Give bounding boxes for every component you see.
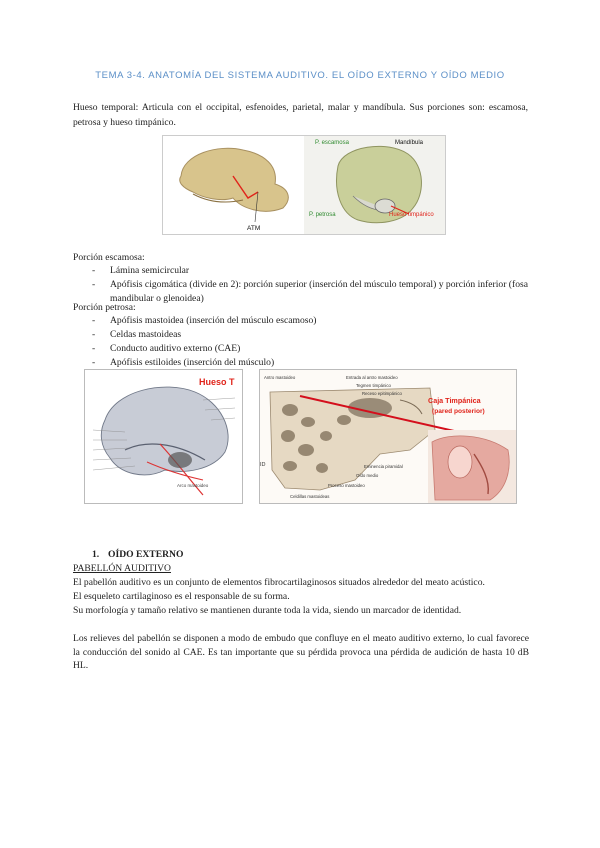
hueso-temporal-illustration: [84, 369, 243, 504]
caja-timpanica-illustration: [259, 369, 517, 504]
petrosa-label: P. petrosa: [309, 212, 336, 218]
escamosa-list: [92, 264, 528, 306]
list-item: - Apófisis estiloides (inserción del músculo): [92, 356, 528, 370]
paragraph: El esqueleto cartilaginoso es el responsable de su forma.: [73, 591, 290, 602]
list-item: - Apófisis mastoidea (inserción del músculo escamoso): [92, 314, 528, 328]
section-title: OÍDO EXTERNO: [108, 549, 184, 560]
page-title: TEMA 3-4. ANATOMÍA DEL SISTEMA AUDITIVO. EL OÍDO EXTERNO Y OÍDO MEDIO: [95, 70, 505, 81]
temporal-bone-figure: [162, 135, 446, 235]
celdillas-label: Celdillas mastoideas: [290, 494, 330, 499]
list-item: - Conducto auditivo externo (CAE): [92, 342, 528, 356]
section-number: 1.: [92, 549, 100, 560]
eminencia-label: Eminencia piramidal: [364, 464, 403, 469]
receso-label: Receso epitimpánico: [362, 391, 402, 396]
section-subtitle: PABELLÓN AUDITIVO: [73, 563, 171, 574]
escamosa-heading: Porción escamosa:: [73, 252, 145, 263]
list-item: - Apófisis cigomática (divide en 2): porción superior (inserción del músculo temporal) y porción inferior (fosa mandibular o glenoidea): [92, 278, 528, 306]
mandibula-label: Mandíbula: [395, 140, 424, 146]
petrosa-heading: Porción petrosa:: [73, 302, 136, 313]
tegmen-label: Tegmen timpánico: [356, 383, 391, 388]
arco-mastoideo-label: Arco mastoideo: [177, 483, 209, 488]
antro-label: Antro mastoideo: [264, 375, 296, 380]
list-item: - Lámina semicircular: [92, 264, 528, 278]
entrada-label: Entrada al antro mastoideo: [346, 375, 398, 380]
petrosa-list: [92, 314, 528, 370]
escamosa-label: P. escamosa: [315, 140, 349, 146]
atm-label: ATM: [247, 225, 261, 232]
pared-posterior-label: (pared posterior): [432, 408, 485, 415]
id-label: ID: [260, 462, 266, 468]
paragraph: Los relieves del pabellón se disponen a modo de embudo que confluye en el meato auditivo externo, lo cual favorece la conducción del sonido al CAE. Es tan importante que su pérdida provoca una pérdida de audición de hasta 10 dB HL.: [73, 633, 529, 671]
proceso-label: Proceso mastoideo: [328, 483, 365, 488]
paragraph: El pabellón auditivo es un conjunto de elementos fibrocartilaginosos situados alrededor del meato acústico.: [73, 577, 485, 588]
timpanico-label: Hueso timpánico: [389, 212, 434, 218]
section-heading: [92, 549, 183, 560]
intro-paragraph: Hueso temporal: Articula con el occipital, esfenoides, parietal, malar y mandíbula. Sus porciones son: escamosa, petrosa y hueso timpánico.: [73, 102, 528, 128]
oido-label: Oído medio: [356, 473, 379, 478]
list-item: - Celdas mastoideas: [92, 328, 528, 342]
hueso-temporal-title: Hueso T: [199, 377, 235, 387]
paragraph: Su morfología y tamaño relativo se mantienen durante toda la vida, siendo un marcador de identidad.: [73, 605, 462, 616]
caja-timpanica-label: Caja Timpánica: [428, 396, 481, 405]
